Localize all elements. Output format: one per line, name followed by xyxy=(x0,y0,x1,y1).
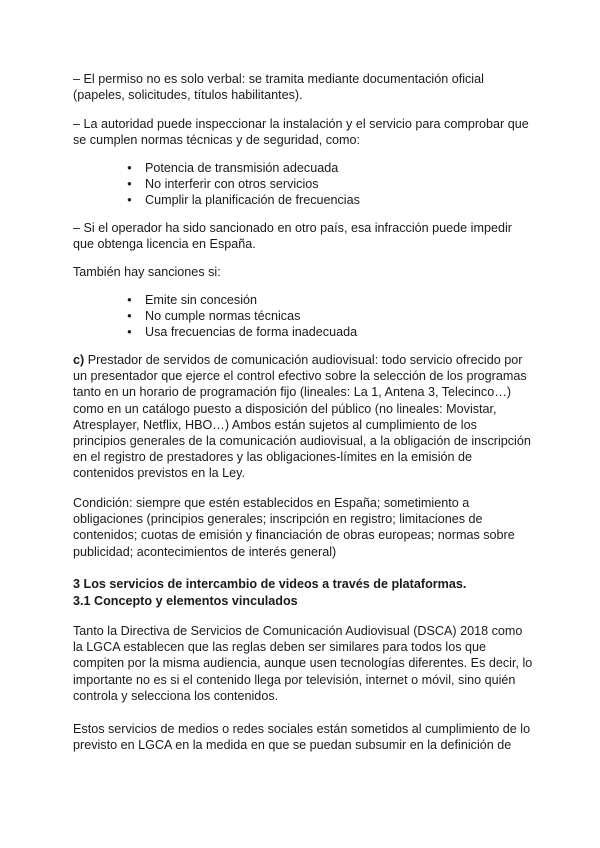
paragraph-condicion xyxy=(73,495,533,560)
paragraph-text: – La autoridad puede inspeccionar la instalación y el servicio para comprobar que se cumplen normas técnicas y de seguridad, como: xyxy=(73,117,529,148)
list-item: ● Usa frecuencias de forma inadecuada xyxy=(127,324,357,340)
paragraph-text: También hay sanciones si: xyxy=(73,265,221,279)
paragraph-text: Tanto la Directiva de Servicios de Comunicación Audiovisual (DSCA) 2018 como la LGCA establecen que las reglas deben ser similares para todos los que compiten por la misma audiencia, aunque usen tecnologías diferentes. Es decir, lo importante no es si el contenido llega por televisión, internet o móvil, sino quién controla y selecciona los contenidos. xyxy=(73,624,533,703)
item-letter: c) xyxy=(73,353,85,367)
paragraph-sanciones xyxy=(73,264,533,280)
bullet-list-sanciones xyxy=(127,292,357,340)
section-heading: 3 Los servicios de intercambio de videos a través de plataformas. xyxy=(73,577,467,591)
list-item: ● Cumplir la planificación de frecuencias xyxy=(127,192,360,208)
list-item: ● Emite sin concesión xyxy=(127,292,357,308)
list-item: ● Potencia de transmisión adecuada xyxy=(127,160,360,176)
paragraph-redes-sociales xyxy=(73,721,533,753)
paragraph-text xyxy=(73,352,533,482)
paragraph-directiva xyxy=(73,623,533,704)
paragraph-autoridad xyxy=(73,116,533,148)
paragraph-text: Condición: siempre que estén establecidos en España; sometimiento a obligaciones (principios generales; inscripción en registro; limitaciones de contenidos; cuotas de emisión y financiación de obras europeas; normas sobre publicidad; acontecimientos de interés general) xyxy=(73,496,515,559)
paragraph-text: – Si el operador ha sido sancionado en otro país, esa infracción puede impedir que obtenga licencia en España. xyxy=(73,221,512,252)
paragraph-text: Estos servicios de medios o redes sociales están sometidos al cumplimiento de lo previsto en LGCA en la medida en que se puedan subsumir en la definición de xyxy=(73,722,531,753)
subsection-heading: 3.1 Concepto y elementos vinculados xyxy=(73,594,298,608)
paragraph-sancionado xyxy=(73,220,533,252)
bullet-list-normas xyxy=(127,160,360,208)
paragraph-body: Prestador de servidos de comunicación audiovisual: todo servicio ofrecido por un presentador que ejerce el control efectivo sobre la selección de los programas tanto en un horario de programación fijo (lineales: La 1, Antena 3, Telecinco…) como en un catálogo puesto a disposición del público (no lineales: Movistar, Atresplayer, Netflix, HBO…) Ambos están sujetos al cumplimiento de los principios generales de la comunicación audiovisual, a la obligación de inscripción en el registro de prestadores y las obligaciones-límites en la emisión de contenidos previstos en la Ley. xyxy=(73,353,531,481)
paragraph-prestador xyxy=(73,352,533,482)
paragraph-permiso xyxy=(73,71,533,103)
paragraph-text: – El permiso no es solo verbal: se tramita mediante documentación oficial (papeles, solicitudes, títulos habilitantes). xyxy=(73,72,484,103)
list-item: ● No interferir con otros servicios xyxy=(127,176,360,192)
list-item: ● No cumple normas técnicas xyxy=(127,308,357,324)
